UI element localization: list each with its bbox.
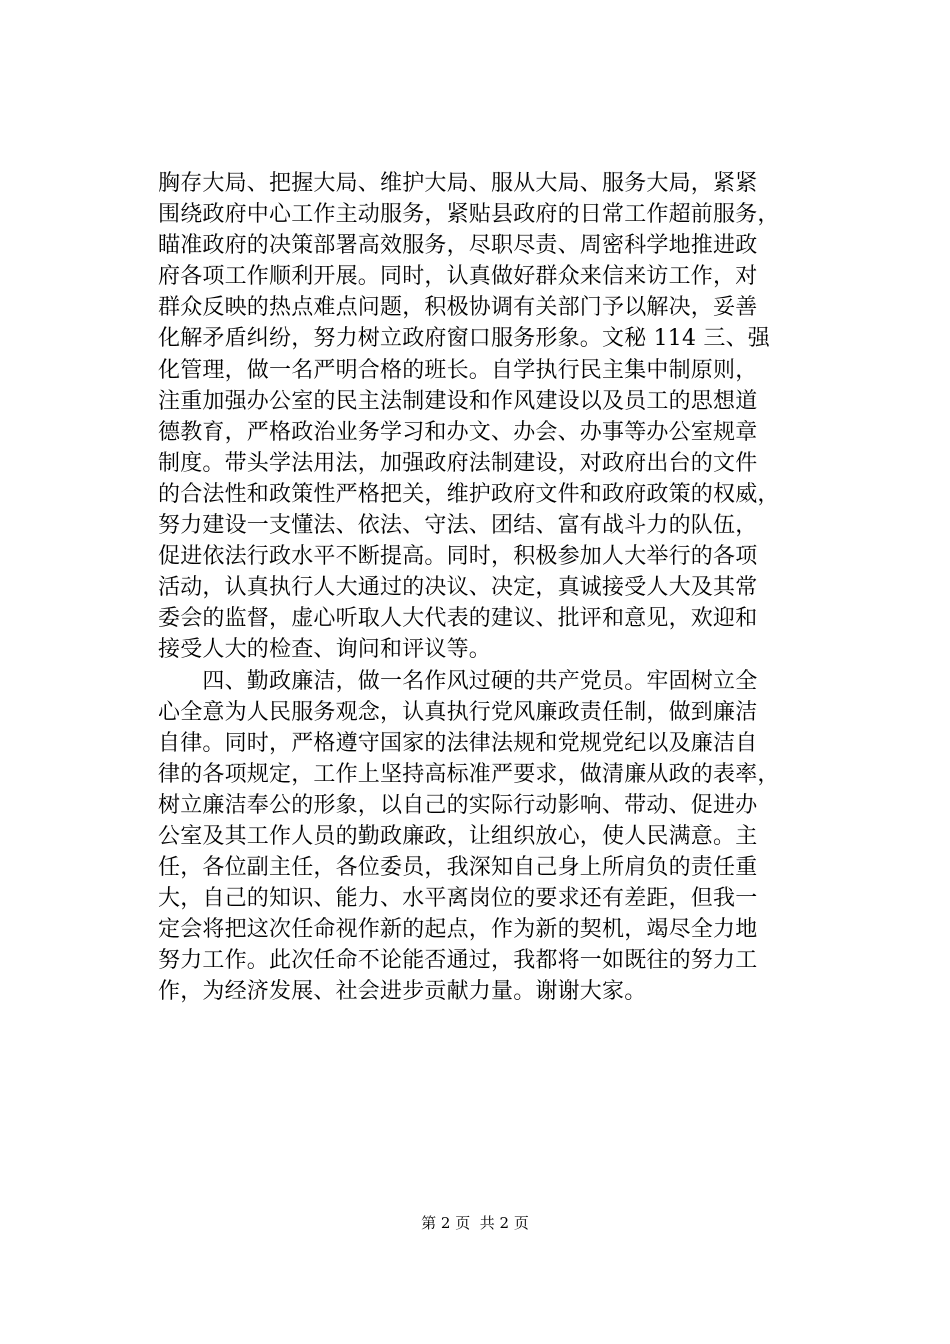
- text-line: 胸存大局、把握大局、维护大局、服从大局、服务大局，紧紧: [158, 171, 758, 196]
- text-line: 定会将把这次任命视作新的起点，作为新的契机，竭尽全力地: [158, 917, 758, 943]
- text-line: 作，为经济发展、社会进步贡献力量。谢谢大家。: [158, 979, 647, 1005]
- text-line: 树立廉洁奉公的形象，以自己的实际行动影响、带动、促进办: [158, 792, 758, 818]
- text-line: 围绕政府中心工作主动服务，紧贴县政府的日常工作超前服务，: [158, 202, 780, 228]
- text-line: 制度。带头学法用法，加强政府法制建设，对政府出台的文件: [158, 450, 758, 476]
- text-line: 接受人大的检查、询问和评议等。: [158, 637, 492, 663]
- text-line: 促进依法行政水平不断提高。同时，积极参加人大举行的各项: [158, 544, 758, 570]
- text-line: 群众反映的热点难点问题，积极协调有关部门予以解决，妥善: [158, 295, 758, 321]
- text-line: 的合法性和政策性严格把关，维护政府文件和政府政策的权威，: [158, 481, 780, 507]
- text-line: 府各项工作顺利开展。同时，认真做好群众来信来访工作，对: [158, 264, 758, 290]
- text-line: 任，各位副主任，各位委员，我深知自己身上所肩负的责任重: [158, 855, 758, 881]
- body-text: [158, 168, 798, 1008]
- text-line: 大，自己的知识、能力、水平离岗位的要求还有差距，但我一: [158, 886, 758, 912]
- text-line: 公室及其工作人员的勤政廉政，让组织放心，使人民满意。主: [158, 823, 758, 849]
- text-line: 律的各项规定，工作上坚持高标准严要求，做清廉从政的表率，: [158, 761, 780, 787]
- text-line: 自律。同时，严格遵守国家的法律法规和党规党纪以及廉洁自: [158, 730, 758, 756]
- text-line: 化管理，做一名严明合格的班长。自学执行民主集中制原则，: [158, 357, 758, 383]
- text-line: 委会的监督，虚心听取人大代表的建议、批评和意见，欢迎和: [158, 606, 758, 632]
- text-line: 心全意为人民服务观念，认真执行党风廉政责任制，做到廉洁: [158, 699, 758, 725]
- paragraph-start-line: 四、勤政廉洁，做一名作风过硬的共产党员。牢固树立全: [158, 668, 758, 694]
- text-line: 努力工作。此次任命不论能否通过，我都将一如既往的努力工: [158, 948, 758, 974]
- page-number-footer: 第 2 页 共 2 页: [421, 1214, 529, 1232]
- text-line: 活动，认真执行人大通过的决议、决定，真诚接受人大及其常: [158, 575, 758, 601]
- text-line: 努力建设一支懂法、依法、守法、团结、富有战斗力的队伍，: [158, 513, 758, 539]
- text-line: 德教育，严格政治业务学习和办文、办会、办事等办公室规章: [158, 419, 758, 445]
- text-line: 化解矛盾纠纷，努力树立政府窗口服务形象。文秘 114 三、强: [158, 326, 770, 352]
- text-line: 注重加强办公室的民主法制建设和作风建设以及员工的思想道: [158, 388, 758, 414]
- text-line: 瞄准政府的决策部署高效服务，尽职尽责、周密科学地推进政: [158, 233, 758, 259]
